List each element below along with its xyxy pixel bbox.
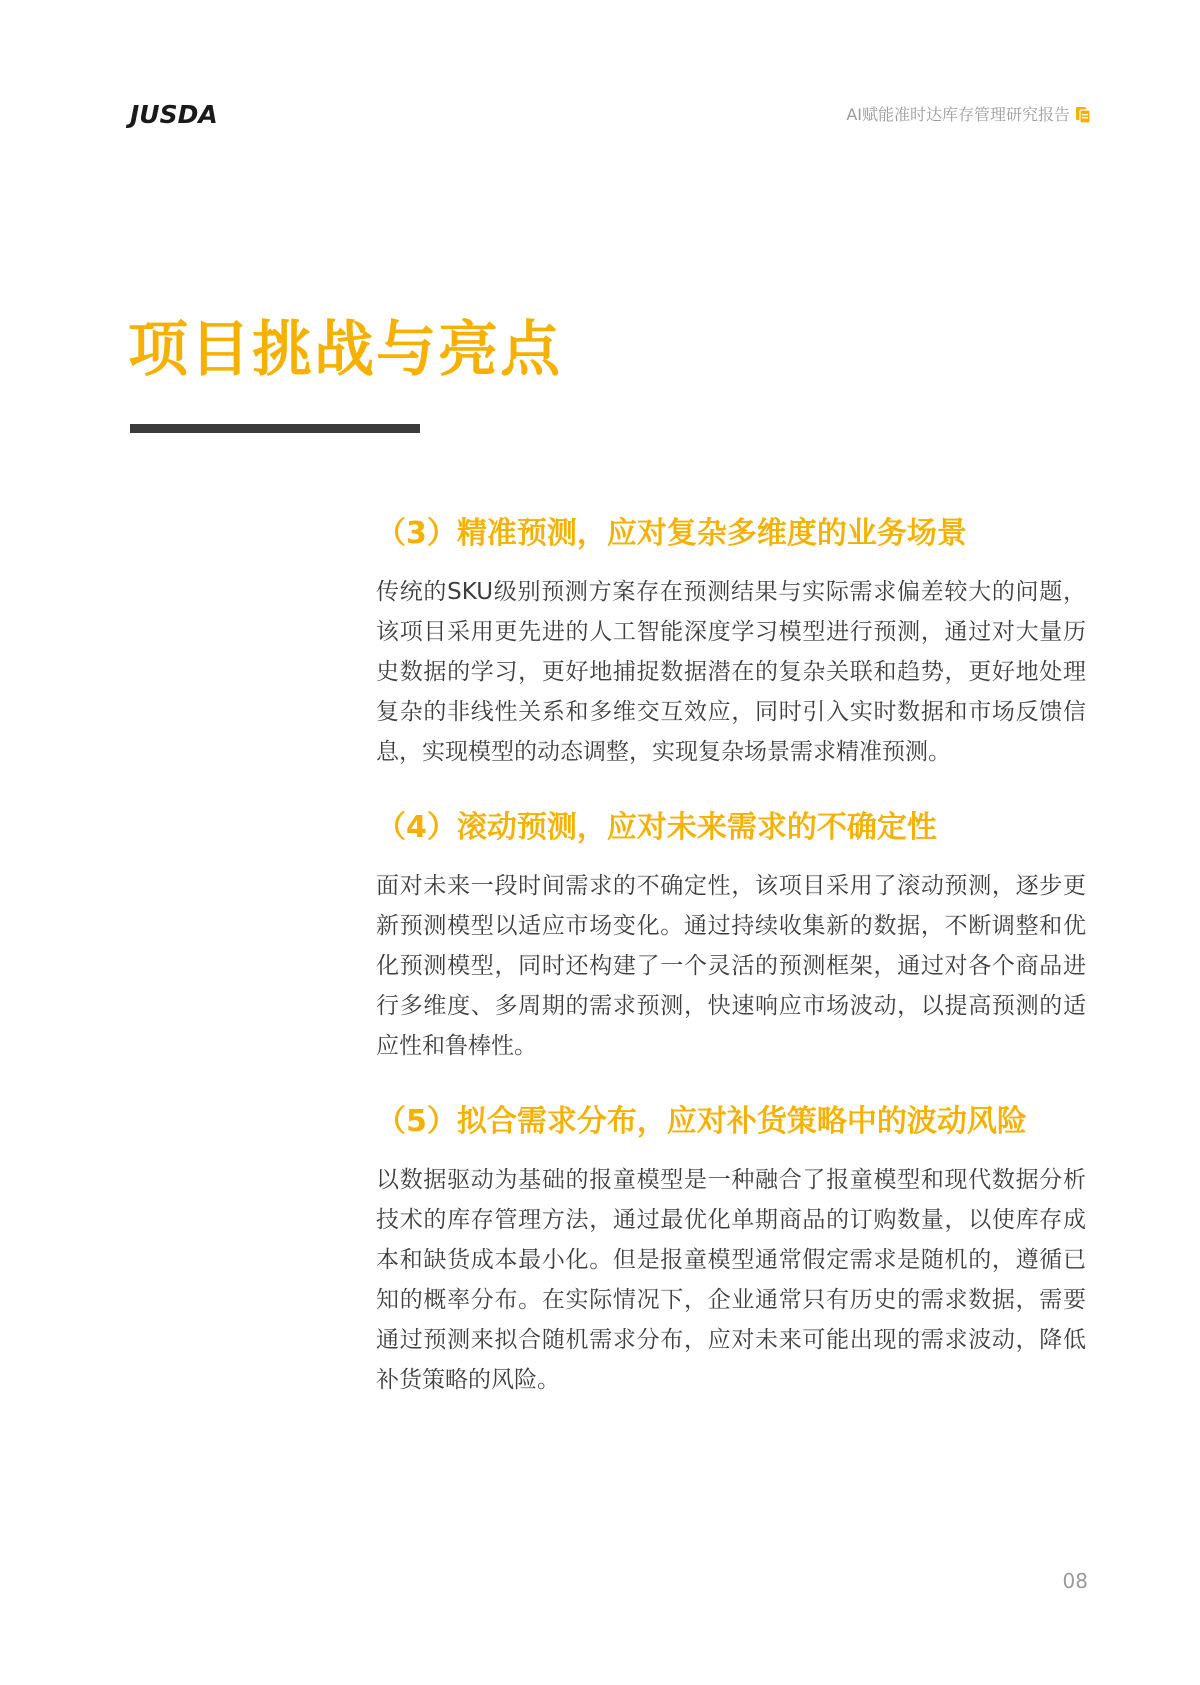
report-header — [846, 104, 1090, 126]
section-demand-distribution — [376, 1100, 1086, 1400]
section-heading: （3）精准预测，应对复杂多维度的业务场景 — [376, 516, 967, 551]
logo-text: JUSDA — [130, 100, 218, 129]
section-body: 以数据驱动为基础的报童模型是一种融合了报童模型和现代数据分析技术的库存管理方法，通过最优化单期商品的订购数量，以使库存成本和缺货成本最小化。但是报童模型通常假定需求是随机的，遵循已知的概率分布。在实际情况下，企业通常只有历史的需求数据，需要通过预测来拟合随机需求分布，应对未来可能出现的需求波动，降低补货策略的风险。 — [376, 1167, 1086, 1393]
jusda-logo — [130, 100, 218, 130]
section-precise-forecast — [376, 512, 1086, 772]
page-title: 项目挑战与亮点 — [128, 315, 562, 385]
main-content — [376, 512, 1086, 1400]
page-number: 08 — [1062, 1569, 1088, 1593]
title-divider — [130, 424, 420, 433]
document-icon — [1076, 107, 1090, 123]
report-title: AI赋能准时达库存管理研究报告 — [846, 105, 1070, 124]
section-body: 面对未来一段时间需求的不确定性，该项目采用了滚动预测，逐步更新预测模型以适应市场变化。通过持续收集新的数据，不断调整和优化预测模型，同时还构建了一个灵活的预测框架，通过对各个商品进行多维度、多周期的需求预测，快速响应市场波动，以提高预测的适应性和鲁棒性。 — [376, 873, 1086, 1059]
section-heading: （5）拟合需求分布，应对补货策略中的波动风险 — [376, 1104, 1027, 1139]
section-heading: （4）滚动预测，应对未来需求的不确定性 — [376, 810, 937, 845]
section-rolling-forecast — [376, 806, 1086, 1066]
section-body: 传统的SKU级别预测方案存在预测结果与实际需求偏差较大的问题，该项目采用更先进的人工智能深度学习模型进行预测，通过对大量历史数据的学习，更好地捕捉数据潜在的复杂关联和趋势，更好地处理复杂的非线性关系和多维交互效应，同时引入实时数据和市场反馈信息，实现模型的动态调整，实现复杂场景需求精准预测。 — [376, 579, 1086, 765]
